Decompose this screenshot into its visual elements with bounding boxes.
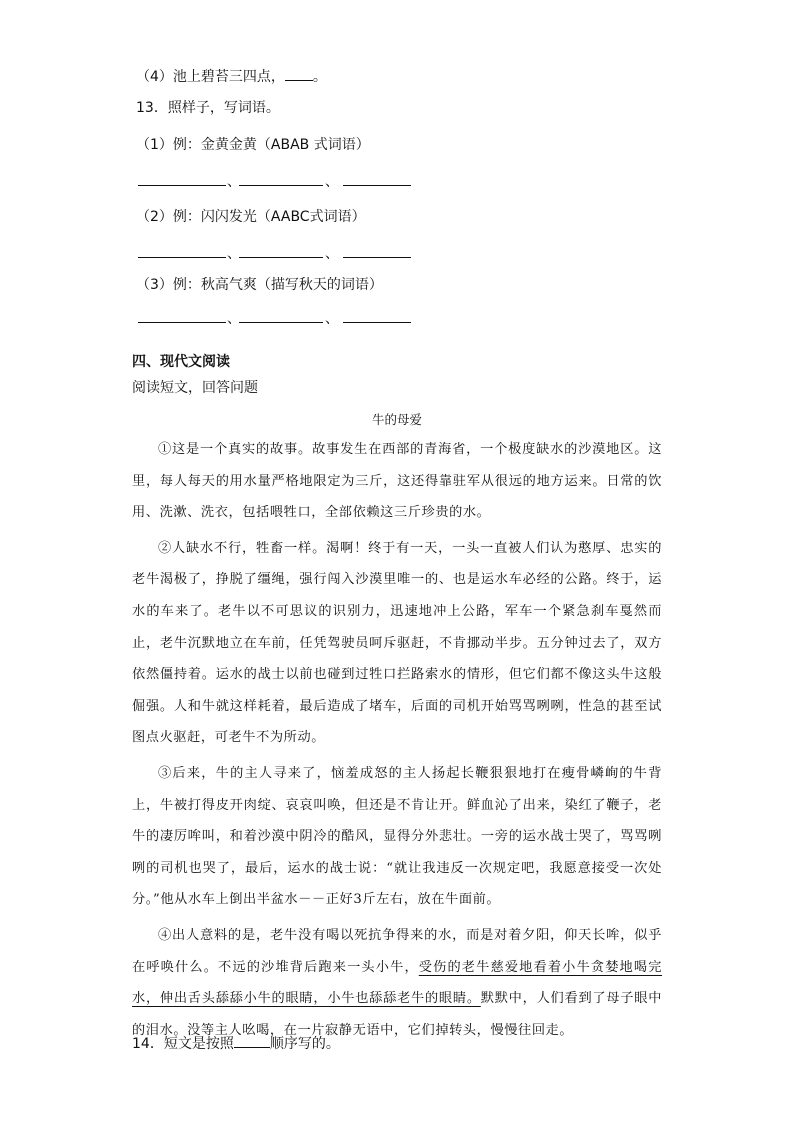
story-paragraph-4 [132, 920, 662, 1046]
q14-text: 14．短文是按照 [132, 1036, 234, 1052]
q13-item2-blank-1[interactable] [138, 257, 226, 258]
story-paragraph-2: ②人缺水不行，牲畜一样。渴啊！终于有一天，一头一直被人们认为憨厚、忠实的老牛渴极了，挣脱了缰绳，强行闯入沙漠里唯一的、也是运水车必经的公路。终于，运水的车来了。老牛以不可思议的识别力，迅速地冲上公路，军车一个紧急刹车戛然而止，老牛沉默地立在车前，任凭驾驶员呵斥驱赶，不肯挪动半步。五分钟过去了，双方依然僵持着。运水的战士以前也碰到过牲口拦路索水的情形，但它们都不像这头牛这般倔强。人和牛就这样耗着，最后造成了堵车，后面的司机开始骂骂咧咧，性急的甚至试图点火驱赶，可老牛不为所动。 [132, 540, 662, 746]
q12-item4 [136, 66, 327, 87]
story-paragraph-4-start: ④出人意料的是，老牛没有喝以死抗争得来的水，而是对着夕阳，仰天长哞，似乎在呼唤什么。不远的沙堆背后跑来一头小牛， [132, 927, 662, 975]
section-title: 四、现代文阅读 [132, 354, 230, 370]
q13-item1-sep-1: 、 [227, 174, 241, 190]
story-paragraph-4-end: 默默中，人们看到了母子眼中的泪水。没等主人吆喝，在一片寂静无语中，它们掉转头，慢慢往回走。 [132, 991, 662, 1038]
story-paragraph-1: ①这是一个真实的故事。故事发生在西部的青海省，一个极度缺水的沙漠地区。这里，每人每天的用水量严格地限定为三斤，这还得靠驻军从很远的地方运来。日常的饮用、洗漱、洗衣，包括喂牲口，全部依赖这三斤珍贵的水。 [132, 442, 662, 521]
q13-item3-blank-1[interactable] [138, 322, 226, 323]
q13-item3-blank-3[interactable] [343, 322, 411, 323]
q13-item2-sep-2: 、 [325, 246, 339, 262]
q13-item2-sep-1: 、 [227, 246, 241, 262]
q13-item2-prompt: （2）例：闪闪发光（AABC式词语） [136, 209, 366, 225]
q13-item1-sep-2: 、 [325, 174, 339, 190]
q13-item2-blank-3[interactable] [343, 257, 411, 258]
story-title: 牛的母爱 [371, 412, 422, 427]
q13-item3-sep-2: 、 [325, 311, 339, 327]
q13-item3-sep-1: 、 [227, 311, 241, 327]
section-instruction: 阅读短文，回答问题 [132, 380, 258, 396]
story-body [132, 434, 662, 1046]
q13-item1-blank-3[interactable] [343, 185, 411, 186]
q13-item1-prompt: （1）例：金黄金黄（ABAB 式词语） [136, 137, 370, 153]
q14 [132, 1033, 340, 1054]
q12-item4-end: 。 [312, 69, 327, 85]
q13-item3-blank-2[interactable] [239, 322, 323, 323]
q13-item2-blank-2[interactable] [239, 257, 323, 258]
q14-end: 顺序写的。 [269, 1036, 340, 1052]
q13-heading: 13．照样子，写词语。 [136, 100, 280, 116]
q14-answer-blank[interactable] [234, 1033, 270, 1048]
q13-item1-blank-2[interactable] [239, 185, 323, 186]
story-underlined-sentence: 受伤的老牛慈爱地看着小牛贪婪地喝完水，伸出舌头舔舔小牛的眼睛，小牛也舔舔老牛的眼睛。 [132, 959, 662, 1007]
q12-item4-text: （4）池上碧苔三四点， [136, 69, 285, 85]
q13-item3-prompt: （3）例：秋高气爽（描写秋天的词语） [136, 277, 383, 293]
story-paragraph-3: ③后来，牛的主人寻来了，恼羞成怒的主人扬起长鞭狠狠地打在瘦骨嶙峋的牛背上，牛被打得皮开肉绽、哀哀叫唤，但还是不肯让开。鲜血沁了出来，染红了鞭子，老牛的凄厉哞叫，和着沙漠中阴冷的酷风，显得分外悲壮。一旁的运水战士哭了，骂骂咧咧的司机也哭了，最后，运水的战士说：“就让我违反一次规定吧，我愿意接受一次处分。”他从水车上倒出半盆水－－正好3斤左右，放在牛面前。 [132, 765, 662, 908]
q13-item1-blank-1[interactable] [138, 185, 226, 186]
q12-item4-answer-blank[interactable] [285, 66, 313, 81]
